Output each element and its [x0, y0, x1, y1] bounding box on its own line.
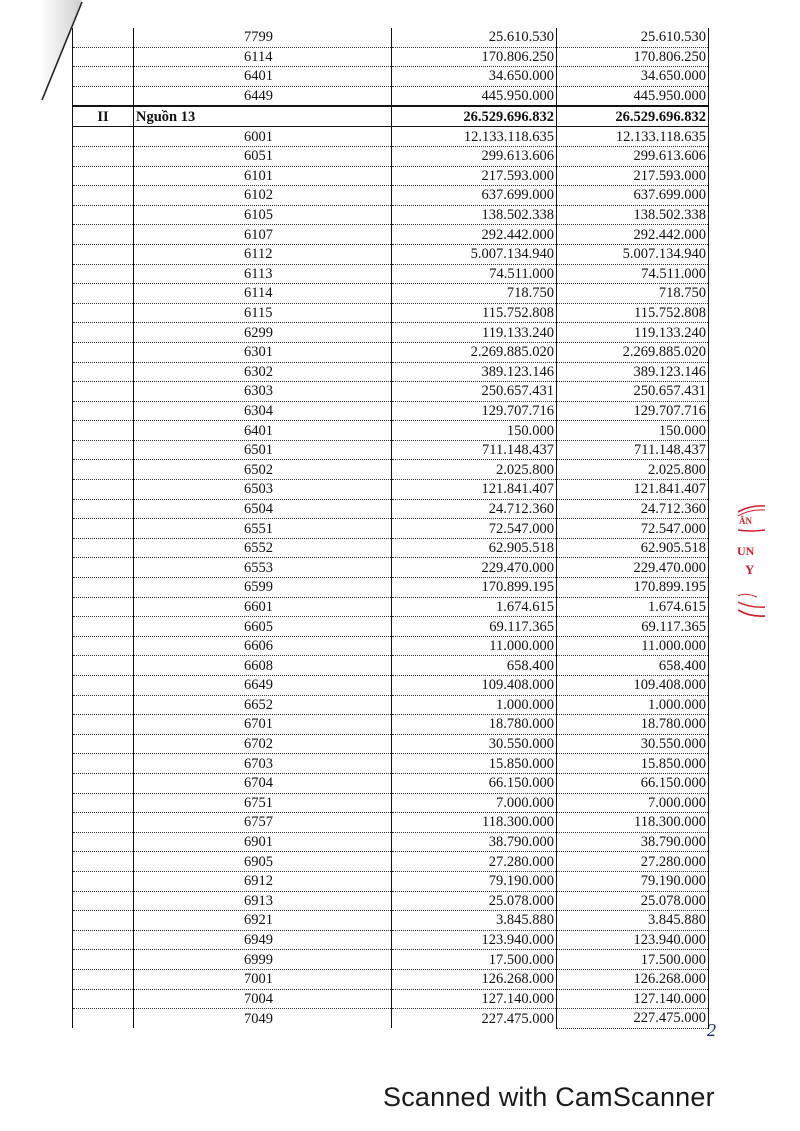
code-cell: 6304 — [134, 401, 392, 421]
value2-cell: 27.280.000 — [557, 852, 709, 872]
value2-cell: 718.750 — [557, 284, 709, 304]
table-row — [73, 127, 709, 147]
table-row — [73, 558, 709, 578]
section-value1: 26.529.696.832 — [392, 106, 557, 127]
table-row — [73, 86, 709, 106]
value1-cell: 62.905.518 — [392, 538, 557, 558]
table-row — [73, 871, 709, 891]
value1-cell: 38.790.000 — [392, 832, 557, 852]
value1-cell: 79.190.000 — [392, 871, 557, 891]
code-cell: 7004 — [134, 989, 392, 1009]
code-cell: 6114 — [134, 284, 392, 304]
table-row — [73, 754, 709, 774]
code-cell: 6449 — [134, 86, 392, 106]
value1-cell: 34.650.000 — [392, 67, 557, 87]
value2-cell: 30.550.000 — [557, 734, 709, 754]
value2-cell: 217.593.000 — [557, 166, 709, 186]
stt-cell — [73, 597, 134, 617]
value1-cell: 25.610.530 — [392, 28, 557, 47]
value2-cell: 118.300.000 — [557, 813, 709, 833]
stt-cell — [73, 342, 134, 362]
value2-cell: 127.140.000 — [557, 989, 709, 1009]
code-cell: 6949 — [134, 930, 392, 950]
value1-cell: 129.707.716 — [392, 401, 557, 421]
code-cell: 6913 — [134, 891, 392, 911]
stt-cell — [73, 382, 134, 402]
value2-cell: 119.133.240 — [557, 323, 709, 343]
value2-cell: 292.442.000 — [557, 225, 709, 245]
stt-cell — [73, 754, 134, 774]
value2-cell: 25.610.530 — [557, 28, 709, 47]
stt-cell — [73, 323, 134, 343]
value1-cell: 72.547.000 — [392, 519, 557, 539]
code-cell: 6652 — [134, 695, 392, 715]
value1-cell: 229.470.000 — [392, 558, 557, 578]
value1-cell: 3.845.880 — [392, 911, 557, 931]
value2-cell: 126.268.000 — [557, 969, 709, 989]
code-cell: 6401 — [134, 421, 392, 441]
value2-cell: 72.547.000 — [557, 519, 709, 539]
stt-cell — [73, 871, 134, 891]
code-cell: 6605 — [134, 617, 392, 637]
value2-cell: 150.000 — [557, 421, 709, 441]
value1-cell: 115.752.808 — [392, 303, 557, 323]
table-row — [73, 67, 709, 87]
stt-cell — [73, 969, 134, 989]
stt-cell — [73, 793, 134, 813]
table-row — [73, 676, 709, 696]
table-row — [73, 342, 709, 362]
table-row — [73, 636, 709, 656]
value1-cell: 11.000.000 — [392, 636, 557, 656]
stt-cell — [73, 715, 134, 735]
value2-cell: 170.806.250 — [557, 47, 709, 67]
value2-cell: 138.502.338 — [557, 205, 709, 225]
table-row — [73, 656, 709, 676]
code-cell: 6703 — [134, 754, 392, 774]
stt-cell — [73, 244, 134, 264]
code-cell: 6102 — [134, 186, 392, 206]
red-seal-stamp — [735, 500, 765, 625]
value2-cell: 62.905.518 — [557, 538, 709, 558]
table-row — [73, 734, 709, 754]
table-row — [73, 519, 709, 539]
stt-cell — [73, 832, 134, 852]
handwritten-page-mark: 2 — [707, 1020, 716, 1040]
code-cell: 6502 — [134, 460, 392, 480]
code-cell: 6999 — [134, 950, 392, 970]
stt-cell — [73, 636, 134, 656]
stt-cell — [73, 186, 134, 206]
stt-cell — [73, 558, 134, 578]
code-cell: 6114 — [134, 47, 392, 67]
table-row — [73, 264, 709, 284]
table-row — [73, 773, 709, 793]
code-cell: 6113 — [134, 264, 392, 284]
stt-cell — [73, 440, 134, 460]
code-cell: 6553 — [134, 558, 392, 578]
stt-cell — [73, 28, 134, 47]
stt-cell — [73, 734, 134, 754]
value2-cell: 5.007.134.940 — [557, 244, 709, 264]
code-cell: 6757 — [134, 813, 392, 833]
code-cell: 7001 — [134, 969, 392, 989]
section-row — [73, 106, 709, 127]
table-row — [73, 617, 709, 637]
value1-cell: 718.750 — [392, 284, 557, 304]
code-cell: 6704 — [134, 773, 392, 793]
table-row — [73, 695, 709, 715]
value1-cell: 24.712.360 — [392, 499, 557, 519]
table-row — [73, 284, 709, 304]
value1-cell: 1.000.000 — [392, 695, 557, 715]
value1-cell: 69.117.365 — [392, 617, 557, 637]
stt-cell — [73, 127, 134, 147]
value1-cell: 126.268.000 — [392, 969, 557, 989]
value1-cell: 17.500.000 — [392, 950, 557, 970]
code-cell: 6503 — [134, 480, 392, 500]
code-cell: 6606 — [134, 636, 392, 656]
table-row — [73, 244, 709, 264]
value2-cell: 1.000.000 — [557, 695, 709, 715]
stt-cell — [73, 911, 134, 931]
stt-cell — [73, 930, 134, 950]
stt-cell — [73, 656, 134, 676]
table-row — [73, 715, 709, 735]
stt-cell — [73, 695, 134, 715]
value2-cell: 79.190.000 — [557, 871, 709, 891]
code-cell: 6901 — [134, 832, 392, 852]
value2-cell: 11.000.000 — [557, 636, 709, 656]
table-row — [73, 793, 709, 813]
table-row — [73, 538, 709, 558]
code-cell: 6301 — [134, 342, 392, 362]
code-cell: 6105 — [134, 205, 392, 225]
value1-cell: 30.550.000 — [392, 734, 557, 754]
code-cell: 6302 — [134, 362, 392, 382]
stt-cell — [73, 989, 134, 1009]
value2-cell: 38.790.000 — [557, 832, 709, 852]
stt-cell — [73, 950, 134, 970]
stamp-text-2: UN — [737, 544, 755, 558]
value1-cell: 127.140.000 — [392, 989, 557, 1009]
code-cell: 6401 — [134, 67, 392, 87]
code-cell: 6112 — [134, 244, 392, 264]
stt-cell — [73, 538, 134, 558]
value2-cell: 121.841.407 — [557, 480, 709, 500]
table-row — [73, 930, 709, 950]
value2-cell: 170.899.195 — [557, 578, 709, 598]
section-name: Nguồn 13 — [134, 106, 392, 127]
value2-cell: 2.269.885.020 — [557, 342, 709, 362]
value1-cell: 1.674.615 — [392, 597, 557, 617]
value2-cell: 12.133.118.635 — [557, 127, 709, 147]
table-row — [73, 401, 709, 421]
table-row — [73, 146, 709, 166]
value2-cell: 3.845.880 — [557, 911, 709, 931]
table-row — [73, 499, 709, 519]
value1-cell: 25.078.000 — [392, 891, 557, 911]
table-row — [73, 205, 709, 225]
code-cell: 6107 — [134, 225, 392, 245]
value1-cell: 658.400 — [392, 656, 557, 676]
value1-cell: 18.780.000 — [392, 715, 557, 735]
value2-cell: 229.470.000 — [557, 558, 709, 578]
stt-cell — [73, 578, 134, 598]
stt-cell — [73, 813, 134, 833]
stt-cell — [73, 205, 134, 225]
code-cell: 6552 — [134, 538, 392, 558]
value2-cell: 24.712.360 — [557, 499, 709, 519]
stt-cell — [73, 519, 134, 539]
stt-cell — [73, 146, 134, 166]
value2-cell: 299.613.606 — [557, 146, 709, 166]
value1-cell: 27.280.000 — [392, 852, 557, 872]
code-cell: 6905 — [134, 852, 392, 872]
section-roman: II — [73, 106, 134, 127]
table-row — [73, 460, 709, 480]
table-row — [73, 186, 709, 206]
code-cell: 6504 — [134, 499, 392, 519]
table-row — [73, 950, 709, 970]
table-row — [73, 989, 709, 1009]
code-cell: 6551 — [134, 519, 392, 539]
value1-cell: 5.007.134.940 — [392, 244, 557, 264]
value2-cell: 123.940.000 — [557, 930, 709, 950]
value1-cell: 150.000 — [392, 421, 557, 441]
code-cell: 6912 — [134, 871, 392, 891]
value1-cell: 389.123.146 — [392, 362, 557, 382]
value1-cell: 121.841.407 — [392, 480, 557, 500]
stt-cell — [73, 676, 134, 696]
value2-cell: 129.707.716 — [557, 401, 709, 421]
stt-cell — [73, 421, 134, 441]
value1-cell: 299.613.606 — [392, 146, 557, 166]
value1-cell: 66.150.000 — [392, 773, 557, 793]
code-cell: 6649 — [134, 676, 392, 696]
table-row — [73, 303, 709, 323]
code-cell: 6608 — [134, 656, 392, 676]
code-cell: 7799 — [134, 28, 392, 47]
value2-cell: 658.400 — [557, 656, 709, 676]
table-row — [73, 166, 709, 186]
stt-cell — [73, 86, 134, 106]
code-cell: 6921 — [134, 911, 392, 931]
value1-cell: 7.000.000 — [392, 793, 557, 813]
value1-cell: 15.850.000 — [392, 754, 557, 774]
value1-cell: 2.269.885.020 — [392, 342, 557, 362]
value2-cell: 34.650.000 — [557, 67, 709, 87]
code-cell: 6299 — [134, 323, 392, 343]
value2-cell: 250.657.431 — [557, 382, 709, 402]
stamp-text-3: Y — [745, 562, 755, 577]
value2-cell: 2.025.800 — [557, 460, 709, 480]
value1-cell: 292.442.000 — [392, 225, 557, 245]
stt-cell — [73, 499, 134, 519]
value2-cell: 1.674.615 — [557, 597, 709, 617]
table-row — [73, 891, 709, 911]
value1-cell: 123.940.000 — [392, 930, 557, 950]
table-row — [73, 597, 709, 617]
table-row — [73, 911, 709, 931]
code-cell: 6001 — [134, 127, 392, 147]
stt-cell — [73, 773, 134, 793]
value2-cell: 7.000.000 — [557, 793, 709, 813]
table-row — [73, 480, 709, 500]
table-row — [73, 578, 709, 598]
value1-cell: 119.133.240 — [392, 323, 557, 343]
table-row — [73, 969, 709, 989]
value1-cell: 138.502.338 — [392, 205, 557, 225]
code-cell: 6751 — [134, 793, 392, 813]
value1-cell: 637.699.000 — [392, 186, 557, 206]
stt-cell — [73, 891, 134, 911]
section-value2: 26.529.696.832 — [557, 106, 709, 127]
table-row — [73, 225, 709, 245]
value2-cell: 389.123.146 — [557, 362, 709, 382]
stt-cell — [73, 264, 134, 284]
table-row — [73, 421, 709, 441]
value1-cell: 445.950.000 — [392, 86, 557, 106]
value1-cell: 118.300.000 — [392, 813, 557, 833]
table-row — [73, 832, 709, 852]
budget-table — [72, 28, 708, 1029]
code-cell: 6599 — [134, 578, 392, 598]
stt-cell — [73, 362, 134, 382]
stt-cell — [73, 166, 134, 186]
code-cell: 6702 — [134, 734, 392, 754]
code-cell: 6601 — [134, 597, 392, 617]
camscanner-watermark: Scanned with CamScanner — [383, 1082, 715, 1112]
stt-cell — [73, 284, 134, 304]
code-cell: 6701 — [134, 715, 392, 735]
value2-cell: 69.117.365 — [557, 617, 709, 637]
value1-cell: 711.148.437 — [392, 440, 557, 460]
value1-cell: 217.593.000 — [392, 166, 557, 186]
table-row — [73, 323, 709, 343]
stt-cell — [73, 47, 134, 67]
table-row — [73, 382, 709, 402]
value2-cell: 115.752.808 — [557, 303, 709, 323]
value2-cell: 17.500.000 — [557, 950, 709, 970]
stt-cell — [73, 401, 134, 421]
stt-cell — [73, 460, 134, 480]
stt-cell — [73, 1009, 134, 1029]
stt-cell — [73, 303, 134, 323]
stt-cell — [73, 67, 134, 87]
value2-cell: 109.408.000 — [557, 676, 709, 696]
code-cell: 6051 — [134, 146, 392, 166]
value2-cell: 15.850.000 — [557, 754, 709, 774]
code-cell: 6501 — [134, 440, 392, 460]
value1-cell: 250.657.431 — [392, 382, 557, 402]
value1-cell: 170.806.250 — [392, 47, 557, 67]
stt-cell — [73, 852, 134, 872]
stamp-text-1: ÂN — [739, 516, 752, 526]
code-cell: 6303 — [134, 382, 392, 402]
value2-cell: 25.078.000 — [557, 891, 709, 911]
table-row — [73, 47, 709, 67]
value1-cell: 227.475.000 — [392, 1009, 557, 1029]
value2-cell: 66.150.000 — [557, 773, 709, 793]
value1-cell: 170.899.195 — [392, 578, 557, 598]
code-cell: 6101 — [134, 166, 392, 186]
value1-cell: 12.133.118.635 — [392, 127, 557, 147]
code-cell: 6115 — [134, 303, 392, 323]
table-row — [73, 852, 709, 872]
value2-cell: 711.148.437 — [557, 440, 709, 460]
value2-cell: 445.950.000 — [557, 86, 709, 106]
stt-cell — [73, 225, 134, 245]
value1-cell: 109.408.000 — [392, 676, 557, 696]
stt-cell — [73, 617, 134, 637]
value1-cell: 74.511.000 — [392, 264, 557, 284]
value2-cell: 227.475.000 — [557, 1009, 709, 1029]
value1-cell: 2.025.800 — [392, 460, 557, 480]
table-row — [73, 813, 709, 833]
table-row — [73, 362, 709, 382]
table-row — [73, 28, 709, 47]
value2-cell: 637.699.000 — [557, 186, 709, 206]
stt-cell — [73, 480, 134, 500]
value2-cell: 74.511.000 — [557, 264, 709, 284]
code-cell: 7049 — [134, 1009, 392, 1029]
table-row — [73, 440, 709, 460]
table-row — [73, 1009, 709, 1029]
value2-cell: 18.780.000 — [557, 715, 709, 735]
